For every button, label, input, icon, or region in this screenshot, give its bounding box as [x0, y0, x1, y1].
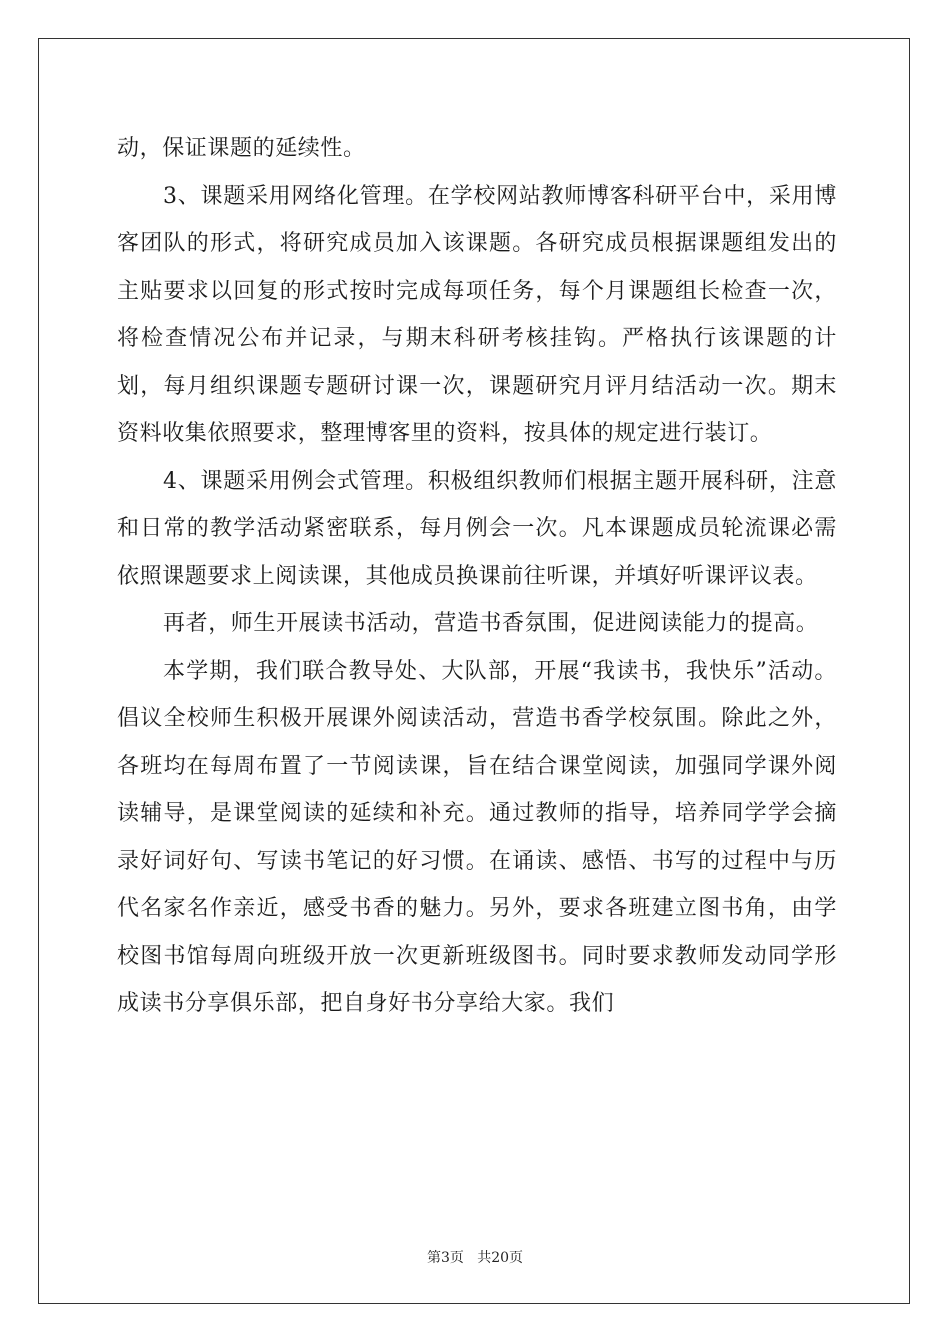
- paragraph-semester-activity: 本学期，我们联合教导处、大队部，开展“我读书，我快乐”活动。倡议全校师生积极开展课外阅读活动，营造书香学校氛围。除此之外，各班均在每周布置了一节阅读课，旨在结合课堂阅读，加强同学课外阅读辅导，是课堂阅读的延续和补充。通过教师的指导，培养同学学会摘录好词好句、写读书笔记的好习惯。在诵读、感悟、书写的过程中与历代名家名作亲近，感受书香的魅力。另外，要求各班建立图书角，由学校图书馆每周向班级开放一次更新班级图书。同时要求教师发动同学形成读书分享俱乐部，把自身好书分享给大家。我们: [117, 658, 837, 1016]
- document-body: [117, 125, 837, 1028]
- paragraph-continuation: 动，保证课题的延续性。: [117, 136, 366, 161]
- paragraph-meeting-management: 4、课题采用例会式管理。积极组织教师们根据主题开展科研，注意和日常的教学活动紧密联系，每月例会一次。凡本课题成员轮流课必需依照课题要求上阅读课，其他成员换课前往听课，并填好听课评议表。: [117, 468, 837, 589]
- paragraph-network-management: 3、课题采用网络化管理。在学校网站教师博客科研平台中，采用博客团队的形式，将研究成员加入该课题。各研究成员根据课题组发出的主贴要求以回复的形式按时完成每项任务，每个月课题组长检查一次，将检查情况公布并记录，与期末科研考核挂钩。严格执行该课题的计划，每月组织课题专题研讨课一次，课题研究月评月结活动一次。期末资料收集依照要求，整理博客里的资料，按具体的规定进行装订。: [117, 183, 837, 446]
- paragraph-reading-activity: 再者，师生开展读书活动，营造书香氛围，促进阅读能力的提高。: [163, 611, 819, 636]
- page-number-footer: 第3页 共20页: [426, 1250, 524, 1266]
